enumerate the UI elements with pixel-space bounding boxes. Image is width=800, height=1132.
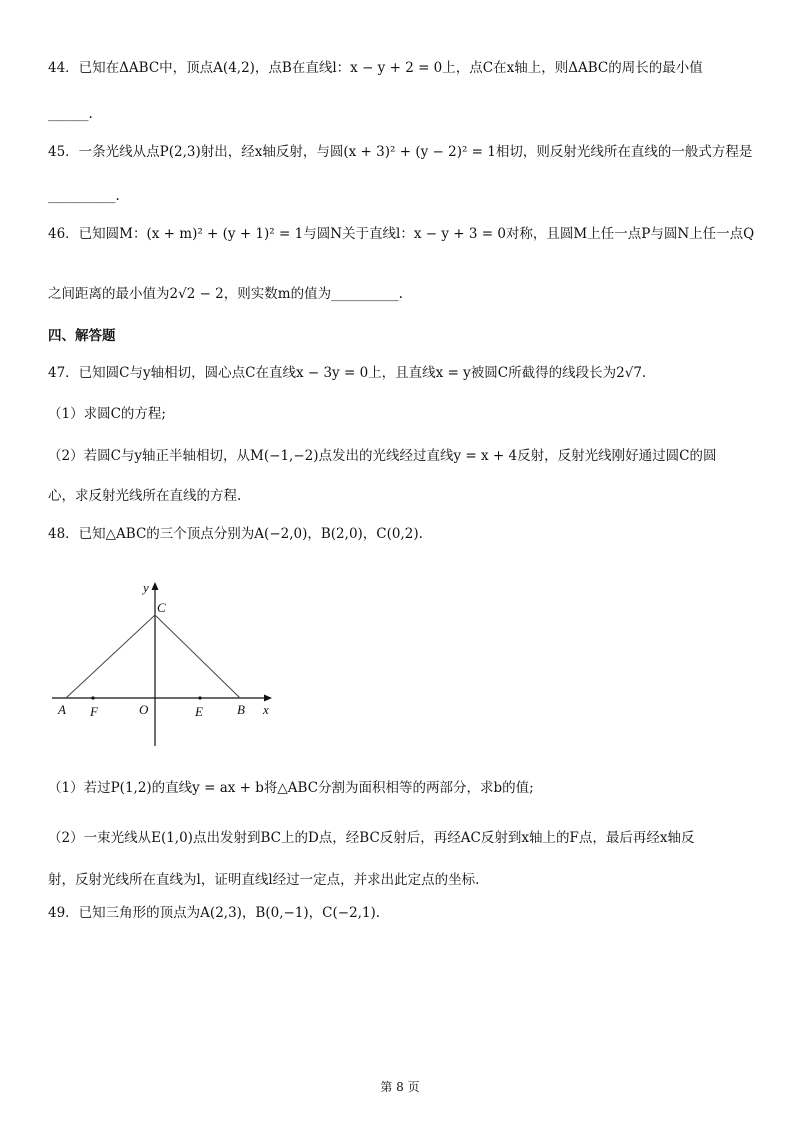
point-e <box>198 696 201 699</box>
q47-part2: （2）若圆C与y轴正半轴相切，从M(−1,−2)点发出的光线经过直线y = x + 4反射，反射光线刚好通过圆C的圆 <box>48 448 717 464</box>
q47-text: 47．已知圆C与y轴相切，圆心点C在直线x − 3y = 0上，且直线x = y被圆C所截得的线段长为2√7. <box>48 365 647 381</box>
q49-text: 49．已知三角形的顶点为A(2,3)，B(0,−1)，C(−2,1). <box>48 905 381 921</box>
x-axis-arrow <box>264 695 272 702</box>
q48-part1: （1）若过P(1,2)的直线y = ax + b将△ABC分割为面积相等的两部分，求b的值; <box>48 780 534 796</box>
label-b: B <box>237 702 245 717</box>
q45-blank: __________. <box>48 188 120 204</box>
point-f <box>91 696 94 699</box>
label-a: A <box>58 702 66 717</box>
triangle-figure <box>40 570 300 760</box>
section-title: 四、解答题 <box>48 328 116 344</box>
label-o: O <box>139 702 149 717</box>
q48-text: 48．已知△ABC的三个顶点分别为A(−2,0)，B(2,0)，C(0,2). <box>48 526 423 542</box>
side-ac <box>66 615 155 698</box>
q46-text-2: 之间距离的最小值为2√2 − 2，则实数m的值为__________. <box>48 286 403 302</box>
q47-part1: （1）求圆C的方程; <box>48 406 166 422</box>
q47-part2-cont: 心，求反射光线所在直线的方程. <box>48 488 242 504</box>
side-bc <box>155 615 240 698</box>
q48-part2-cont: 射，反射光线所在直线为l，证明直线l经过一定点，并求出此定点的坐标. <box>48 872 480 888</box>
page-footer: 第 8 页 <box>380 1080 420 1094</box>
q45-text: 45．一条光线从点P(2,3)射出，经x轴反射，与圆(x + 3)² + (y − 2)² = 1相切，则反射光线所在直线的一般式方程是 <box>48 144 753 160</box>
q44-text: 44．已知在ΔABC中，顶点A(4,2)，点B在直线l：x − y + 2 = 0上，点C在x轴上，则ΔABC的周长的最小值 <box>48 60 703 76</box>
label-f: F <box>90 704 98 719</box>
label-x: x <box>263 702 269 717</box>
q48-part2: （2）一束光线从E(1,0)点出发射到BC上的D点，经BC反射后，再经AC反射到x轴上的F点，最后再经x轴反 <box>48 830 695 846</box>
q46-text: 46．已知圆M：(x + m)² + (y + 1)² = 1与圆N关于直线l：x − y + 3 = 0对称，且圆M上任一点P与圆N上任一点Q <box>48 226 755 242</box>
label-c: C <box>157 600 166 615</box>
y-axis-arrow <box>152 582 159 590</box>
q44-blank: ______. <box>48 106 93 122</box>
label-y: y <box>143 580 149 595</box>
label-e: E <box>195 704 203 719</box>
